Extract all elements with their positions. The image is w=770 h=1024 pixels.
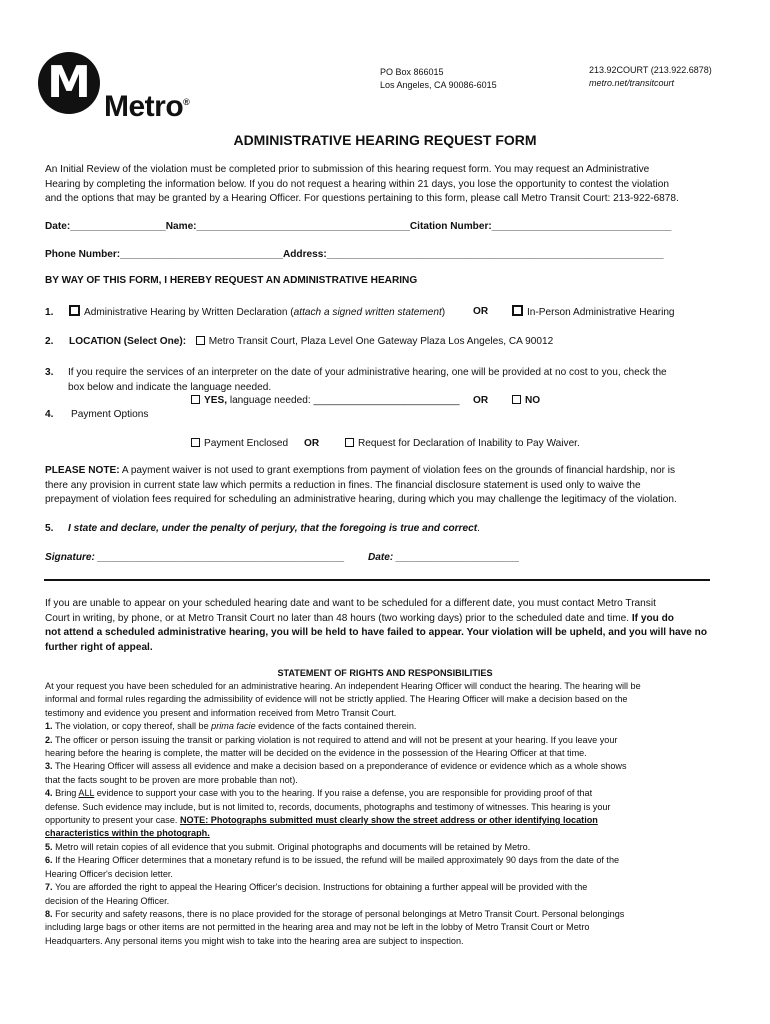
photo-note: NOTE: Photographs submitted must clearly show the street address or other identifying location (179, 815, 598, 826)
name-label: Name: (165, 221, 197, 232)
intro-line-1: An Initial Review of the violation must be completed prior to submission of this hearing request form. You may request an Administrative (45, 164, 650, 175)
citation-label: Citation Number: (409, 221, 492, 232)
contact-fields-row (45, 248, 664, 263)
reschedule-line-1: If you are unable to appear on your scheduled hearing date and want to be scheduled for a different date, you must contact Metro Transit (45, 598, 656, 609)
date-field[interactable]: _________________ (70, 221, 166, 232)
right-6-line-2: Hearing Officer's decision letter. (45, 868, 173, 879)
right-4 (45, 787, 641, 800)
metro-logo-icon: M (38, 52, 100, 114)
waiver-label: Request for Declaration of Inability to Pay Waiver. (358, 438, 580, 449)
written-declaration-label: Administrative Hearing by Written Declaration ( (84, 307, 294, 318)
paren-close: ) (441, 307, 446, 318)
right-3-number: 3. (45, 761, 53, 772)
court-website: metro.net/transitcourt (589, 78, 675, 88)
reschedule-line-4: further right of appeal. (45, 641, 153, 653)
right-8-line-3: Headquarters. Any personal items you might wish to take into the hearing area are subject to inspection. (45, 935, 464, 946)
right-3-line-1: The Hearing Officer will assess all evidence and make a decision based on a preponderance of evidence or evidence which as a whole shows (52, 761, 627, 772)
location-label: LOCATION (Select One): (69, 336, 187, 347)
signature-field[interactable]: ____________________________________________ (97, 552, 345, 563)
interpreter-yes-option (191, 394, 459, 409)
item-2-location (45, 335, 553, 350)
payment-options-label: Payment Options (71, 409, 149, 420)
in-person-checkbox[interactable] (512, 305, 523, 316)
identity-fields-row (45, 220, 671, 235)
interpreter-no-option (512, 394, 540, 409)
right-4-text-a: Bring (52, 788, 79, 799)
right-5-text: Metro will retain copies of all evidence that you submit. Original photographs and documents will be retained by Metro. (52, 841, 531, 852)
interpreter-line-2: box below and indicate the language needed. (68, 381, 272, 393)
interpreter-text (68, 366, 667, 395)
rights-intro-line-1: At your request you have been scheduled for an administrative hearing. An independent Hearing Officer will conduct the hearing. The hearing will be (45, 681, 641, 691)
signature-date-label: Date: (368, 552, 394, 563)
reschedule-paragraph (45, 597, 707, 655)
please-note (45, 464, 677, 508)
right-8-number: 8. (45, 908, 53, 919)
right-2-line-1: The officer or person issuing the transit or parking violation is not required to attend and will not be present at your hearing. If you leave your (52, 734, 618, 745)
right-6-line-1: If the Hearing Officer determines that a monetary refund is to be issued, the refund will be mailed approximately 90 days from the date of the (52, 855, 620, 866)
no-label: NO (525, 395, 541, 406)
interpreter-no-checkbox[interactable] (512, 395, 521, 404)
location-checkbox[interactable] (196, 336, 205, 345)
written-statement-note: attach a signed written statement (293, 307, 442, 318)
right-3-line-2: that the facts sought to be proven are more probable than not). (45, 774, 298, 785)
intro-paragraph (45, 163, 679, 207)
item-2-number: 2. (45, 336, 54, 347)
right-5 (45, 841, 641, 854)
item-1-or: OR (473, 306, 489, 317)
please-note-line-3: prepayment of violation fees required for scheduling an administrative hearing, during which you may challenge the legitimacy of the violation. (45, 494, 677, 505)
perjury-statement (68, 522, 480, 537)
reschedule-line-2: Court in writing, by phone, or at Metro Transit Court no later than 48 hours (two working days) prior to the scheduled date and time. (45, 612, 630, 624)
please-note-label: PLEASE NOTE: (45, 465, 120, 476)
in-person-option (512, 305, 675, 321)
metro-logo-wordmark: Metro® (104, 90, 190, 123)
rights-heading: STATEMENT OF RIGHTS AND RESPONSIBILITIES (277, 668, 493, 678)
right-4-line-2: defense. Such evidence may include, but is not limited to, records, documents, photographs and testimony of witnesses. This hearing is your (45, 801, 611, 812)
intro-line-3: and the options that may be granted by a Hearing Officer. For questions pertaining to this form, please call Metro Transit Court: 213-922-6878. (45, 193, 679, 204)
right-1-text-b: evidence of the facts contained therein. (255, 721, 417, 732)
perjury-period: . (477, 523, 480, 534)
rights-intro-line-2: informal and formal rules regarding the admissibility of evidence will not be strictly applied. The Hearing Officer will make a decision based on the (45, 694, 628, 705)
right-5-number: 5. (45, 841, 53, 852)
location-option-label: Metro Transit Court, Plaza Level One Gateway Plaza Los Angeles, CA 90012 (208, 336, 554, 347)
request-heading: BY WAY OF THIS FORM, I HEREBY REQUEST AN ADMINISTRATIVE HEARING (45, 275, 418, 286)
right-7-number: 7. (45, 882, 53, 893)
form-title: ADMINISTRATIVE HEARING REQUEST FORM (233, 132, 537, 148)
item-3-number: 3. (45, 367, 54, 378)
address-field[interactable]: ____________________________________________________________ (326, 249, 664, 260)
signature-label: Signature: (45, 552, 95, 563)
name-field[interactable]: ______________________________________ (196, 221, 410, 232)
mailing-address (380, 66, 497, 92)
item-1-number: 1. (45, 307, 54, 318)
item-4-number: 4. (45, 409, 54, 420)
right-2-line-2: hearing before the hearing is complete, the matter will be decided on the evidence in the possession of the Hearing Officer at that time. (45, 748, 587, 759)
signature-date-field[interactable]: ______________________ (396, 552, 520, 563)
signature-row (45, 551, 345, 566)
right-6-number: 6. (45, 855, 53, 866)
phone-field[interactable]: _____________________________ (120, 249, 283, 260)
photo-note-line-2: characteristics within the photograph. (45, 828, 210, 839)
right-7 (45, 881, 641, 894)
waiver-option (345, 437, 580, 452)
right-2-number: 2. (45, 734, 53, 745)
payment-enclosed-option (191, 437, 288, 452)
perjury-text: I state and declare, under the penalty of perjury, that the foregoing is true and correct (68, 523, 478, 534)
date-label: Date: (45, 221, 71, 232)
prima-facie: prima facie (211, 721, 256, 732)
contact-info (589, 64, 712, 90)
court-phone: 213.92COURT (213.922.6878) (589, 65, 712, 75)
right-1 (45, 720, 641, 733)
item-5-number: 5. (45, 523, 54, 534)
right-7-line-1: You are afforded the right to appeal the Hearing Officer's decision. Instructions for obtaining a further appeal will be provided with the (52, 882, 588, 893)
section-divider (44, 579, 710, 581)
address-label: Address: (282, 249, 327, 260)
rights-body (45, 680, 641, 948)
reschedule-line-2-bold: If you do (629, 612, 674, 624)
intro-line-2: Hearing by completing the information below. If you do not request a hearing within 21 days, you lose the opportunity to contest the violation (45, 178, 669, 190)
right-1-text-a: The violation, or copy thereof, shall be (52, 721, 212, 732)
address-line-1: PO Box 866015 (380, 67, 444, 77)
rights-intro-line-3: testimony and evidence you present and information received from Metro Transit Court. (45, 707, 397, 718)
right-8 (45, 908, 641, 921)
right-6 (45, 854, 641, 867)
yes-label: YES, (204, 395, 228, 406)
item-1-hearing-type (45, 305, 445, 321)
interpreter-line-1: If you require the services of an interpreter on the date of your administrative hearing, one will be provided at no cost to you, check the (68, 367, 667, 378)
language-field[interactable]: __________________________ (313, 395, 460, 406)
written-declaration-checkbox[interactable] (69, 305, 80, 316)
right-4-line-3: opportunity to present your case. (45, 815, 180, 826)
address-line-2: Los Angeles, CA 90086-6015 (380, 80, 497, 90)
language-label: language needed: (229, 395, 311, 406)
item-4-or: OR (304, 438, 320, 449)
please-note-line-1: A payment waiver is not used to grant exemptions from payment of violation fees on the grounds of financial hardship, nor is (119, 465, 676, 476)
right-8-line-2: including large bags or other items are not permitted in the hearing area and may not be left in the lobby of Metro Transit Court or Metro (45, 922, 590, 933)
reschedule-line-3: not attend a scheduled administrative hearing, you will be held to have failed to appear. Your violation will be upheld, and you will have no (45, 627, 708, 638)
payment-enclosed-checkbox[interactable] (191, 438, 200, 447)
right-1-number: 1. (45, 721, 53, 732)
citation-field[interactable]: ________________________________ (491, 221, 672, 232)
right-4-number: 4. (45, 788, 53, 799)
right-2 (45, 734, 641, 747)
signature-date-row (368, 551, 520, 566)
right-3 (45, 760, 641, 773)
interpreter-yes-checkbox[interactable] (191, 395, 200, 404)
phone-label: Phone Number: (45, 249, 121, 260)
item-3-or: OR (473, 395, 489, 406)
right-8-line-1: For security and safety reasons, there is no place provided for the storage of personal belongings at Metro Transit Court. Personal belongings (52, 908, 625, 919)
in-person-label: In-Person Administrative Hearing (527, 307, 675, 318)
right-4-text-b: evidence to support your case with you to the hearing. If you raise a defense, you are responsible for providing proof of that (94, 788, 593, 799)
please-note-line-2: there any provision in current state law which permits a reduction in fines. The financial disclosure statement is used only to waive the (45, 479, 641, 491)
waiver-checkbox[interactable] (345, 438, 354, 447)
right-4-all: ALL (78, 788, 95, 799)
payment-enclosed-label: Payment Enclosed (204, 438, 289, 449)
right-7-line-2: decision of the Hearing Officer. (45, 895, 170, 906)
